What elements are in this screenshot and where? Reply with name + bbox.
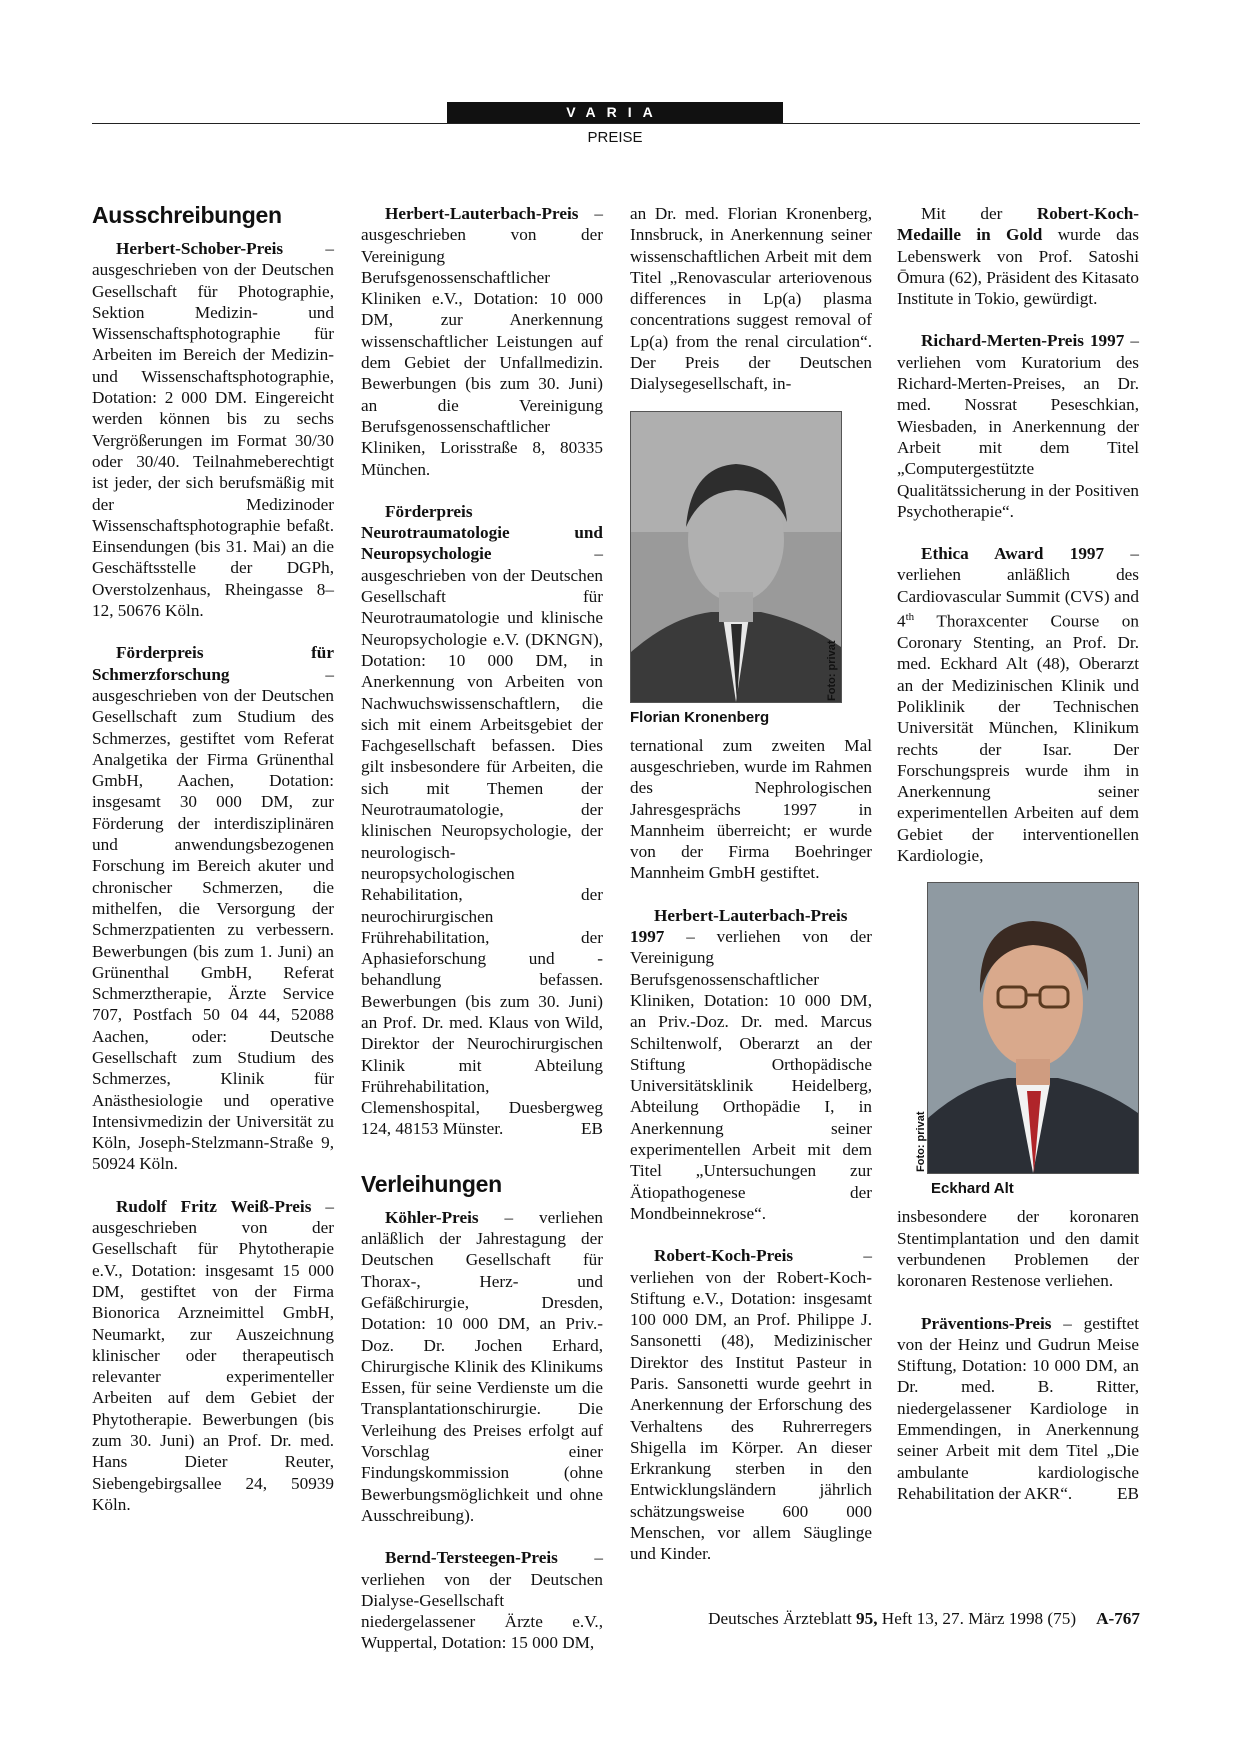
- article-tersteegen-preis: [361, 1547, 603, 1653]
- article-praeventions-preis: [897, 1313, 1139, 1505]
- column-1: [92, 203, 334, 1613]
- prize-text: wurde das Lebenswerk von Prof. Satoshi Ōmura (62), Präsident des Kitasato Institute in Tokio, gewürdigt.: [897, 225, 1140, 309]
- column-2: [361, 203, 603, 1653]
- article-neurotraumatologie: [361, 501, 603, 1140]
- prize-text: – ausgeschrieben von der Vereinigung Berufsgenossenschaftlicher Kliniken e.V., Dotation: 10 000 DM, zur Anerkennung wissenschaftlicher Leistungen auf dem Gebiet der Unfallmedizin. Bewerbungen (bis zum 30. Juni) an die Vereinigung Berufsgenossenschaftlicher Kliniken, Lorisstraße 8, 80335 München.: [361, 204, 603, 479]
- prize-text: – ausgeschrieben von der Deutschen Gesellschaft zum Studium des Schmerzes, gestiftet vom Referat Analgetika der Firma Grünenthal GmbH, Aachen, Dotation: insgesamt 30 000 DM, zur Förderung der interdisziplinären und anwendungsbezogenen Forschung im Bereich akuter und chronischer Schmerzen, die mithelfen, die Versorgung der Schmerzpatienten zu verbessern. Bewerbungen (bis zum 1. Juni) an Grünenthal GmbH, Referat Schmerztherapie, Ärzte Service 707, Postfach 50 04 44, 52088 Aachen, oder: Deutsche Gesellschaft zum Studium des Schmerzes, Klinik für Anästhesiologie und operative Intensivmedizin der Universität zu Köln, Joseph-Stelzmann-Straße 9, 50924 Köln.: [92, 664, 334, 1174]
- article-herbert-schober: [92, 238, 334, 621]
- prize-title: Rudolf Fritz Weiß-Preis: [116, 1196, 312, 1216]
- photo-caption: Florian Kronenberg: [630, 708, 770, 726]
- author-sign: EB: [1117, 1483, 1139, 1503]
- article-schmerzforschung: [92, 642, 334, 1174]
- photo-credit: Foto: privat: [915, 1111, 927, 1173]
- prize-title: Herbert-Lauterbach-Preis 1997: [630, 905, 848, 947]
- article-ethica-cont: insbesondere der koronaren Stentimplantation und den damit verbundenen Problemen der koronaren Restenose verliehen.: [897, 1207, 1139, 1291]
- journal-issue: Heft 13, 27. März 1998 (75): [877, 1609, 1077, 1628]
- article-merten-preis: [897, 330, 1139, 522]
- article-robert-koch-preis: [630, 1245, 872, 1564]
- prize-text: – ausgeschrieben von der Deutschen Gesellschaft für Neurotraumatologie und klinische Neuropsychologie e.V. (DKNGN), Dotation: 10 000 DM, in Anerkennung von Arbeiten von Nachwuchswissenschaftlern, die sich mit einem Arbeitsgebiet der Fachgesellschaft befassen. Dies gilt insbesondere für Arbeiten, die sich mit Themen der Neurotraumatologie, der klinischen Neuropsychologie, der neurologisch-neuropsychologischen Rehabilitation, der neurochirurgischen Frührehabilitation, der Aphasieforschung und -behandlung befassen. Bewerbungen (bis zum 30. Juni) an Prof. Dr. med. Klaus von Wild, Direktor der Neurochirurgischen Klinik mit Abteilung Frührehabilitation, Clemenshospital, Duesbergweg 124, 48153 Münster.: [361, 544, 603, 1139]
- prize-title: Robert-Koch-Medaille in Gold: [897, 204, 1139, 245]
- prize-title: Köhler-Preis: [385, 1207, 479, 1227]
- portrait-image: [630, 411, 842, 703]
- prize-text: Thoraxcenter Course on Coronary Stenting, an Prof. Dr. med. Eckhard Alt (48), Oberarzt an der Medizinischen Klinik und Poliklinik der Technischen Universität München, Klinikum rechts der Isar. Der Forschungspreis wurde ihm in Anerkennung seiner experimentellen Arbeiten auf dem Gebiet der interventionellen Kardiologie,: [897, 611, 1139, 866]
- portrait-alt-svg: [928, 883, 1138, 1173]
- prize-title: Förderpreis für Schmerzforschung: [92, 643, 334, 684]
- header-rule: [92, 123, 1140, 124]
- article-tersteegen-cont-a: an Dr. med. Florian Kronenberg, Innsbruck, in Anerkennung seiner wissenschaftlichen Arbeit mit dem Titel „Renovascular arteriovenous differences in Lp(a) plasma concentrations suggest removal of Lp(a) from the renal circulation“. Der Preis der Deutschen Dialysegesellschaft, in-: [630, 204, 872, 394]
- section-label: PREISE: [587, 129, 643, 146]
- prize-text: – verliehen von der Vereinigung Berufsgenossenschaftlicher Kliniken, Dotation: 10 000 DM, an Priv.-Doz. Dr. med. Marcus Schiltenwolf, Oberarzt an der Stiftung Orthopädische Universitätsklinik Heidelberg, Abteilung Orthopädie I, in Anerkennung seiner experimentellen Arbeit mit dem Titel „Untersuchungen zur Ätiopathogenese der Mondbeinnekrose“.: [630, 927, 872, 1223]
- page-footer: [92, 1609, 1140, 1629]
- prize-title: Ethica Award 1997: [921, 544, 1105, 564]
- column-3: [630, 203, 872, 1613]
- prize-text: – verliehen von der Robert-Koch-Stiftung e.V., Dotation: insgesamt 100 000 DM, an Prof. Philippe J. Sansonetti (48), Medizinischer Direktor des Institut Pasteur in Paris. Sansonetti wurde geehrt in Anerkennung der Erforschung des Verhaltens des Ruhrerregers Shigella im Körper. An dieser Erkrankung sterben in den Entwicklungsländern jährlich schätzungsweise 600 000 Menschen, vor allem Säuglinge und Kinder.: [630, 1246, 872, 1564]
- prize-title: Herbert-Schober-Preis: [116, 239, 284, 258]
- prize-title: Robert-Koch-Preis: [654, 1246, 794, 1266]
- heading-ausschreibungen: Ausschreibungen: [92, 202, 282, 228]
- prize-text: – verliehen anläßlich der Jahrestagung der Deutschen Gesellschaft für Thorax-, Herz- und Gefäßchirurgie, Dresden, Dotation: 10 000 DM, an Priv.-Doz. Dr. Jochen Erhard, Chirurgische Klinik des Klinikums Essen, für seine Verdienste um die Transplantationschirurgie. Die Verleihung des Preises erfolgt auf Vorschlag einer Findungskommission (ohne Bewerbungsmöglichkeit und ohne Ausschreibung).: [361, 1207, 603, 1525]
- article-tersteegen-cont-b: ternational zum zweiten Mal ausgeschrieben, wurde im Rahmen des Nephrologischen Jahresgesprächs 1997 in Mannheim überreicht; er wurde von der Firma Boehringer Mannheim GmbH gestiftet.: [630, 735, 872, 883]
- prize-title: Richard-Merten-Preis 1997: [921, 331, 1125, 351]
- superscript: th: [905, 611, 915, 624]
- portrait-kronenberg-svg: [631, 412, 841, 702]
- prize-text: – ausgeschrieben von der Deutschen Gesellschaft für Photographie, Sektion Medizin- und Wissenschaftsphotographie für Arbeiten im Bereich der Medizin- und Wissenschaftsphotographie, Dotation: 2 000 DM. Eingereicht werden können bis zu sechs Vergrößerungen im Format 30/30 oder 30/40. Teilnahmeberechtigt ist jeder, der sich berufsmäßig mit der Medizinoder Wissenschaftsphotographie befaßt. Einsendungen (bis 31. Mai) an die Geschäftsstelle der DGPh, Overstolzenhaus, Rheingasse 8–12, 50676 Köln.: [92, 239, 334, 621]
- article-koehler-preis: [361, 1207, 603, 1526]
- column-4: [897, 203, 1139, 1613]
- article-koch-medaille: [897, 203, 1139, 309]
- prize-text: – verliehen vom Kuratorium des Richard-Merten-Preises, an Dr. med. Nossrat Peseschkian, Wiesbaden, in Anerkennung der Arbeit mit dem Titel „Computergestützte Qualitätssicherung in der Positiven Psychotherapie“.: [897, 331, 1139, 521]
- article-weiss-preis: [92, 1196, 334, 1515]
- article-lauterbach-1997: [630, 905, 872, 1224]
- prize-text: – ausgeschrieben von der Gesellschaft für Phytotherapie e.V., Dotation: insgesamt 15 000 DM, gestiftet von der Firma Bionorica Arzneimittel GmbH, Neumarkt, zur Auszeichnung klinischer oder therapeutisch relevanter experimenteller Arbeiten auf dem Gebiet der Phytotherapie. Bewerbungen (bis zum 30. Juni) an Prof. Dr. med. Hans Dieter Reuter, Siebengebirgsallee 24, 50939 Köln.: [92, 1196, 334, 1514]
- photo-alt: [897, 882, 1139, 1198]
- journal-name: Deutsches Ärzteblatt: [708, 1609, 857, 1628]
- article-lauterbach-ausschreibung: [361, 203, 603, 480]
- section-bar: VARIA: [447, 102, 783, 123]
- portrait-image: [927, 882, 1139, 1174]
- photo-kronenberg: [630, 411, 872, 727]
- page-number: A-767: [1096, 1609, 1140, 1628]
- article-ethica-award: [897, 543, 1139, 866]
- prize-text: – gestiftet von der Heinz und Gudrun Meise Stiftung, Dotation: 10 000 DM, an Dr. med. B. Ritter, niedergelassener Kardiologe in Emmendingen, in Anerkennung seiner Arbeit mit dem Titel „Die ambulante kardiologische Rehabilitation der AKR“.: [897, 1313, 1139, 1503]
- journal-volume: 95,: [856, 1609, 878, 1628]
- prize-title: Förderpreis Neurotraumatologie und Neuropsychologie: [361, 501, 603, 564]
- heading-verleihungen: Verleihungen: [361, 1170, 502, 1197]
- prize-prefix: Mit der: [921, 204, 1037, 223]
- prize-title: Herbert-Lauterbach-Preis: [385, 204, 579, 223]
- prize-title: Präventions-Preis: [921, 1313, 1052, 1333]
- prize-title: Bernd-Tersteegen-Preis: [385, 1548, 558, 1568]
- photo-caption: Eckhard Alt: [931, 1180, 1014, 1198]
- author-sign: EB: [581, 1119, 603, 1139]
- prize-text: – verliehen anläßlich des Cardiovascular Summit (CVS) and 4: [897, 544, 1140, 631]
- prize-text: – verliehen von der Deutschen Dialyse-Gesellschaft niedergelassener Ärzte e.V., Wuppertal, Dotation: 15 000 DM,: [361, 1548, 603, 1653]
- photo-credit: Foto: privat: [826, 640, 838, 701]
